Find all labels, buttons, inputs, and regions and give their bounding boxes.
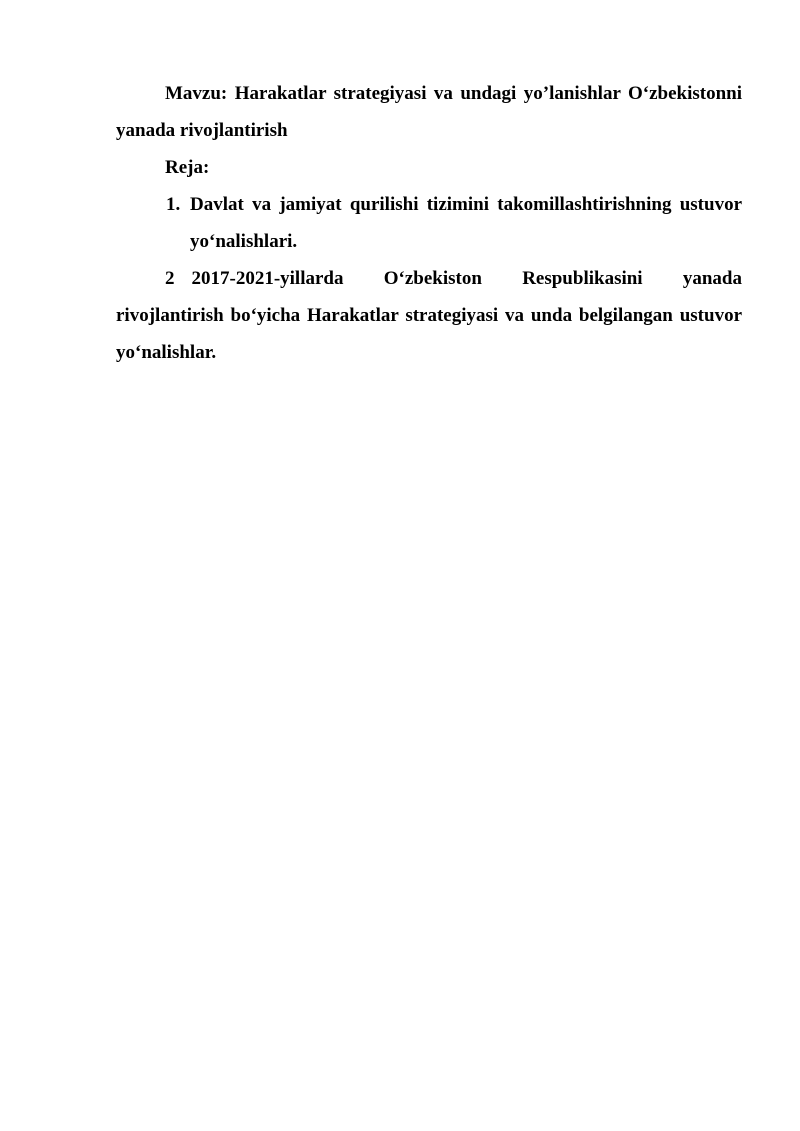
plan-item-2-text: 2017-2021-yillarda O‘zbekiston Respublikasini yanada rivojlantirish bo‘yicha Harakatlar strategiyasi va unda belgilangan ustuvor yo‘nalishlar. <box>116 268 742 363</box>
document-body <box>116 75 742 371</box>
plan-item-2 <box>116 260 742 371</box>
plan-item-1-text: Davlat va jamiyat qurilishi tizimini takomillashtirishning ustuvor yo‘nalishlari. <box>190 194 742 252</box>
plan-item-1 <box>116 186 742 260</box>
plan-heading: Reja: <box>165 157 210 178</box>
plan-item-2-number: 2 <box>165 268 175 289</box>
plan-item-1-number: 1. <box>166 194 181 215</box>
topic-paragraph: Mavzu: Harakatlar strategiyasi va undagi yo’lanishlar O‘zbekistonni yanada rivojlantirish <box>116 83 742 141</box>
